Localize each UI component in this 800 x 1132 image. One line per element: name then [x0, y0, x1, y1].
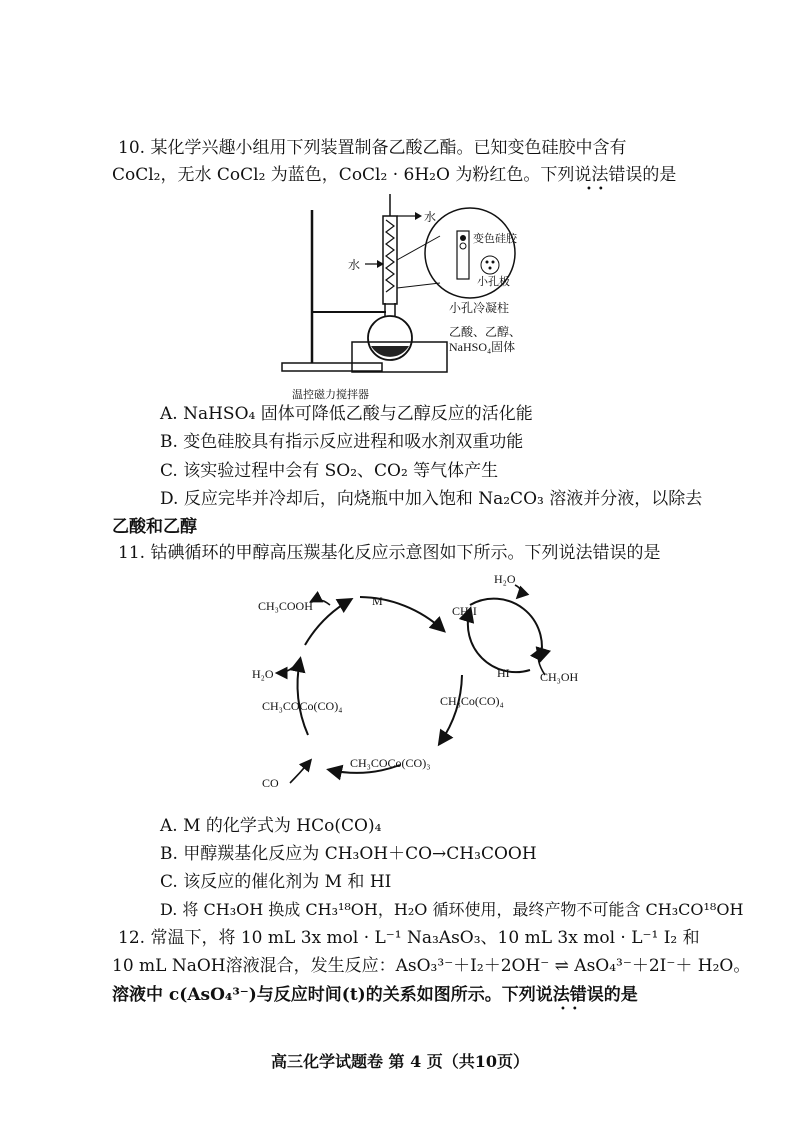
q11-stem: 11. 钴碘循环的甲醇高压羰基化反应示意图如下所示。下列说法错误的是 [118, 543, 661, 563]
q12-line1: 12. 常温下，将 10 mL 3x mol · L⁻¹ Na₃AsO₃、10 mL 3x mol · L⁻¹ I₂ 和 [118, 928, 700, 948]
q11-option-c: C. 该反应的催化剂为 M 和 HI [160, 872, 392, 892]
q11-option-a: A. M 的化学式为 HCo(CO)₄ [160, 816, 382, 836]
q11-option-b: B. 甲醇羰基化反应为 CH₃OH＋CO→CH₃COOH [160, 844, 537, 864]
q10-stem-line1: 10. 某化学兴趣小组用下列装置制备乙酸乙酯。已知变色硅胶中含有 [118, 138, 627, 158]
stirrer-label: 温控磁力搅拌器 [292, 389, 369, 401]
q10-option-b: B. 变色硅胶具有指示反应进程和吸水剂双重功能 [160, 432, 524, 452]
silica-gel-label: 变色硅胶 [473, 233, 517, 245]
q11-cycle-diagram [0, 565, 800, 805]
q10-option-a: A. NaHSO₄ 固体可降低乙酸与乙醇反应的活化能 [160, 404, 533, 424]
water-in-label: 水 [348, 258, 361, 272]
reactant-h2o-left: H₂O [252, 667, 274, 681]
q11-option-d: D. 将 CH₃OH 换成 CH₃¹⁸OH，H₂O 循环使用，最终产物不可能含 CH₃CO¹⁸OH [160, 900, 744, 919]
q10-option-c: C. 该实验过程中会有 SO₂、CO₂ 等气体产生 [160, 461, 499, 481]
q10-option-d-line2: 乙酸和乙醇 [112, 517, 197, 537]
species-ch3i: CH₃I [452, 604, 477, 618]
species-ch3coco3: CH₃COCo(CO)₃ [350, 756, 431, 770]
species-hi: HI [497, 666, 510, 680]
species-m: M [372, 594, 383, 608]
q10-stem-line2: CoCl₂，无水 CoCl₂ 为蓝色，CoCl₂ · 6H₂O 为粉红色。下列说法错误的是 [112, 165, 677, 185]
perforated-plate-label: 小孔板 [477, 276, 510, 288]
product-h2o-top: H₂O [494, 572, 516, 586]
reagents-label-line1: 乙酸、乙醇、 [449, 325, 522, 339]
emphasis-dots-q12: •• [560, 1004, 584, 1015]
reagents-label-line2: NaHSO₄固体 [449, 340, 516, 354]
species-ch3coco4: CH₃COCo(CO)₄ [262, 699, 343, 713]
stand-base [282, 363, 382, 371]
product-ch3cooh: CH₃COOH [258, 599, 313, 613]
q12-line3: 溶液中 c(AsO₄³⁻)与反应时间(t)的关系如图所示。下列说法错误的是 [112, 985, 638, 1005]
reactant-co: CO [262, 776, 279, 790]
page-footer: 高三化学试题卷 第 4 页（共10页） [270, 1052, 530, 1071]
q10-option-d-line1: D. 反应完毕并冷却后，向烧瓶中加入饱和 Na₂CO₃ 溶液并分液，以除去 [160, 489, 703, 509]
cold-column-label: 小孔冷凝柱 [449, 301, 510, 315]
water-out-label: 水 [424, 210, 437, 224]
q12-line2: 10 mL NaOH溶液混合，发生反应：AsO₃³⁻＋I₂＋2OH⁻ ⇌ AsO₄³⁻＋2I⁻＋ H₂O。 [112, 956, 751, 976]
reactant-ch3oh: CH₃OH [540, 670, 579, 684]
species-ch3co4: CH₃Co(CO)₄ [440, 694, 504, 708]
q10-apparatus-figure [0, 188, 800, 418]
emphasis-dots: •• [586, 184, 610, 195]
